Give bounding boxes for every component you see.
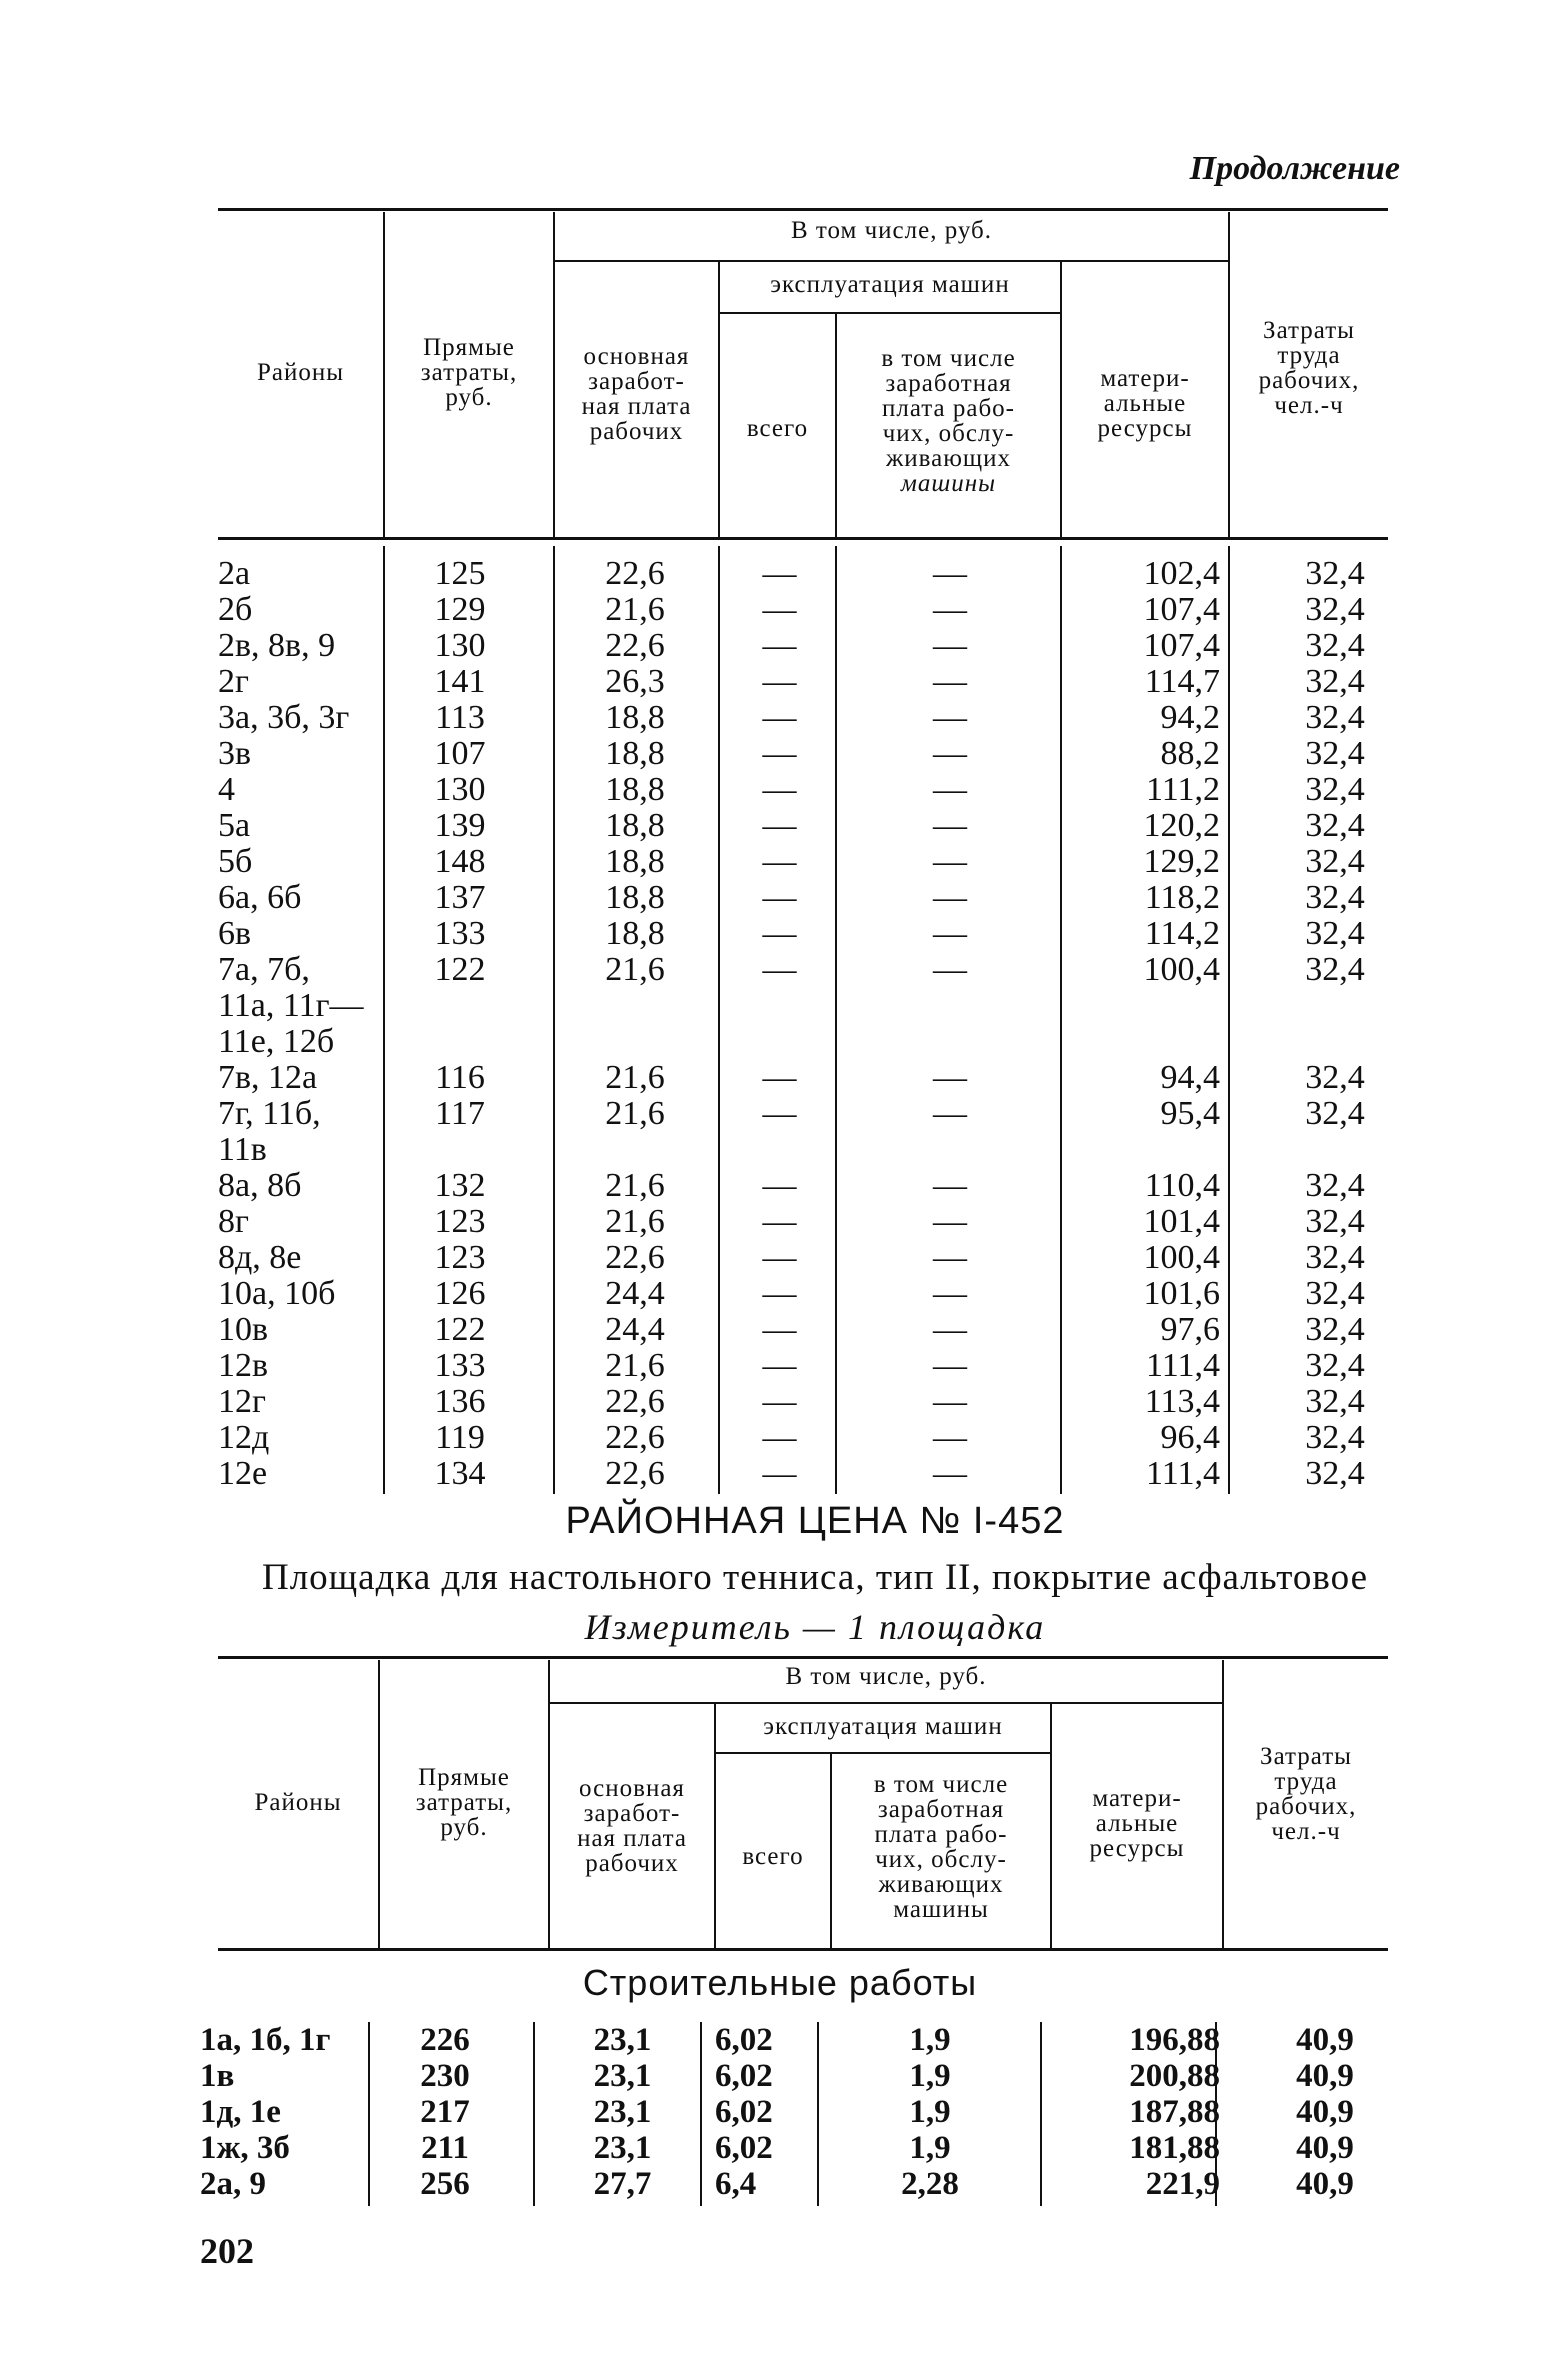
price-measure: Измеритель — 1 площадка	[584, 1607, 1046, 1647]
col2-v-tom-chisle-zarab: в том числе заработная плата рабо- чих, обслу- живающих машины	[873, 1771, 1009, 1923]
col2-rayony: Районы	[254, 1789, 342, 1816]
table1-header-bottom-rule	[218, 537, 1388, 540]
col-vsego: всего	[746, 415, 809, 442]
col-zatraty-truda: Затраты труда рабочих, чел.-ч	[1258, 317, 1360, 419]
col-rayony: Районы	[256, 359, 345, 386]
page-number: 202	[200, 2231, 254, 2271]
price-title: РАЙОННАЯ ЦЕНА № I-452	[565, 1500, 1065, 1542]
col2-osnovnaya: основная заработ- ная плата рабочих	[577, 1775, 687, 1877]
col2-v-tom-chisle: В том числе, руб.	[785, 1663, 987, 1690]
col2-vsego: всего	[742, 1843, 804, 1870]
table2-header-bottom-rule	[218, 1948, 1388, 1951]
col-ekspluatatsiya: эксплуатация машин	[770, 271, 1010, 298]
col-materialnye: матери- альные ресурсы	[1097, 365, 1193, 442]
col2-zatraty-truda: Затраты труда рабочих, чел.-ч	[1255, 1743, 1357, 1845]
col2-materialnye: матери- альные ресурсы	[1089, 1785, 1185, 1862]
col2-pryamye: Прямые затраты, руб.	[415, 1764, 513, 1841]
section-title: Строительные работы	[582, 1962, 978, 2003]
page: Продолжение Районы Прямые затраты, руб. В том числе, руб. основная заработ- ная плата рабочих эксплуатация машин всего в том числе заработная плата рабо- чих, обслу- живающих машины матери- альные ресурсы Затраты труда рабочих, чел.-ч 2а 125 22,6 — — 102,4 32,4 2б 129 21,6 — — 107,4 32,4 2в, 8в, 9 130 22,6 — — 107,4 32,4 2г 141 26,3 — — 114,7 32,4 3а, 3б, 3г 113 18,8 — — 94,2 32,4 3в 107 18,8 — — 88,2 32,4 4 130 18,8 — — 111,2 32,4 5а 139 18,8 — — 120,2 32,4 5б 148 18,8 — — 129,2 32,4 6а, 6б 137 18,8 — — 118,2 32,4 6в 133 18,8 — — 114,2 32,4 7а, 7б, 122 21,6 — — 100,4 32,4 11а, 11г— 11е, 12б 7в, 12а 116 21,6 — — 94,4 32,4 7г, 11б, 117 21,6 — — 95,4 32,4 11в 8а, 8б 132 21,6 — — 110,4 32,4 8г 123 21,6 — — 101,4 32,4 8д, 8е 123 22,6 — — 100,4 32,4 10а, 10б 126 24,4 — — 101,6 32,4 10в 122 24,4 — — 97,6 32,4 12в 133 21,6 — — 111,4 32,4 12г 136 22,6 — — 113,4 32,4 12д 119 22,6 — — 96,4 32,4 12е 134 22,6 — — 111,4 32,4 РАЙОННАЯ ЦЕНА № I-452 Площадка для настольного тенниса, тип II, покрытие асфальтовое Измеритель — 1 площадка Районы Прямые затраты, руб. В том числе, руб. основная заработ- ная плата рабочих эксплуатация машин всего в том числе заработная плата рабо- чих, обслу- живающих машины матери- альные ресурсы Затраты труда рабочих, чел.-ч Строительные работы 1а, 1б, 1г 226 23,1 6,02 1,9 196,88 40,9 1в 230 23,1 6,02 1,9 200,88 40,9 1д, 1е 217 23,1 6,02 1,9 187,88 40,9 1ж, 3б 211 23,1 6,02 1,9 181,88 40,9 2а, 9 256 27,7 6,4 2,28 221,9 40,9 202	[0, 0, 1542, 2353]
price-subtitle: Площадка для настольного тенниса, тип II, покрытие асфальтовое	[261, 1557, 1368, 1598]
col-osnovnaya: основная заработ- ная плата рабочих	[581, 343, 692, 445]
table1-top-rule	[218, 208, 1388, 211]
continued-label: Продолжение	[1189, 150, 1400, 187]
table2-top-rule	[218, 1656, 1388, 1659]
col2-ekspluatatsiya: эксплуатация машин	[763, 1713, 1003, 1740]
col-v-tom-chisle-zarab: в том числе заработная плата рабо- чих, обслу- живающих машины	[881, 345, 1016, 497]
col-pryamye: Прямые затраты, руб.	[420, 334, 518, 411]
col-v-tom-chisle: В том числе, руб.	[790, 217, 993, 244]
